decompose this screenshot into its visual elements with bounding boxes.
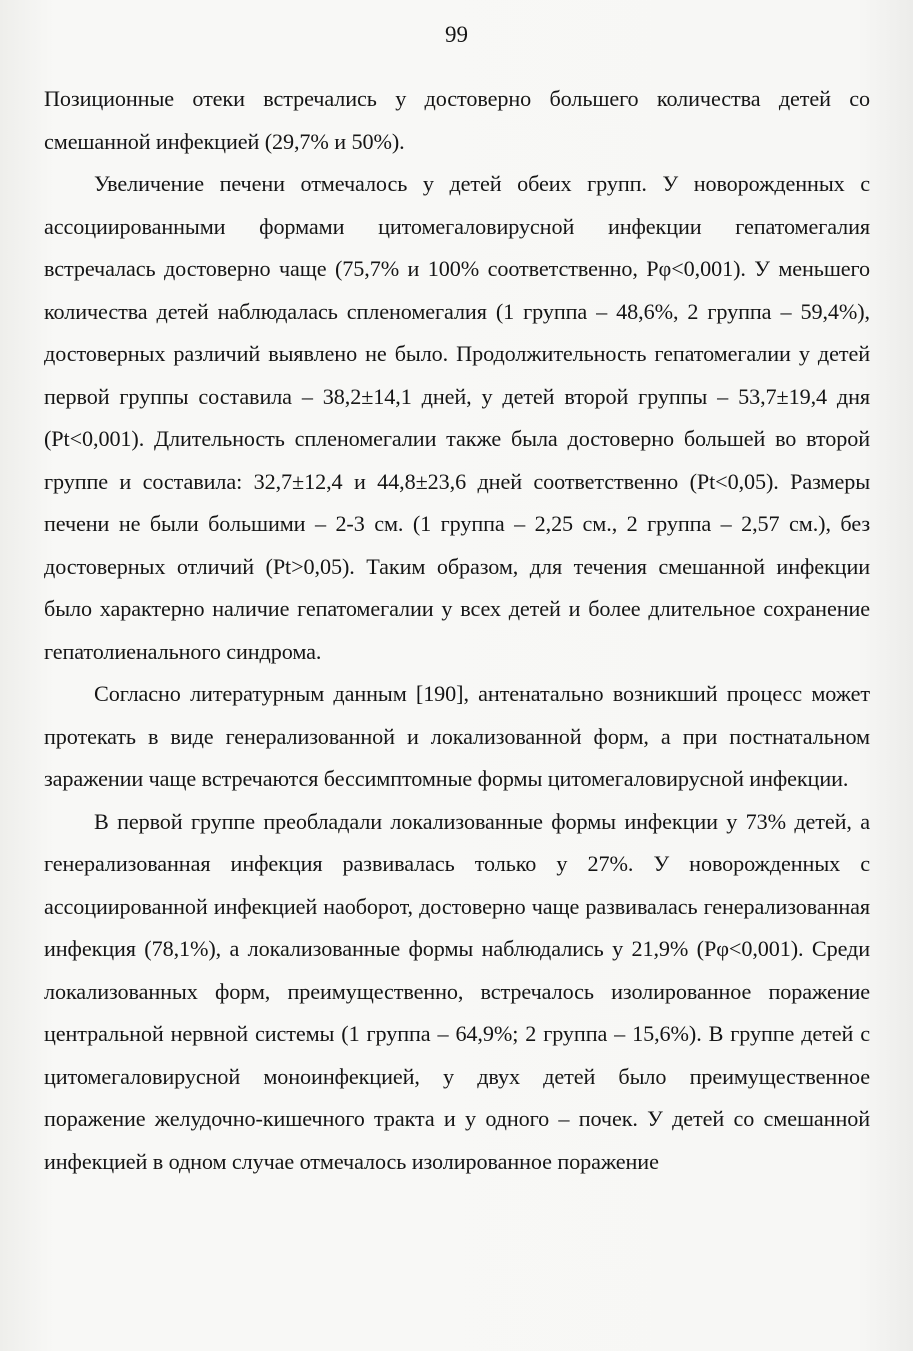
document-text [44,78,870,1183]
paragraph-positional-edema: Позиционные отеки встречались у достоверно большего количества детей со смешанной инфекцией (29,7% и 50%). [44,86,870,154]
paragraph-liver-enlargement: Увеличение печени отмечалось у детей обеих групп. У новорожденных с ассоциированными формами цитомегаловирусной инфекции гепатомегалия встречалась достоверно чаще (75,7% и 100% соответственно, Рφ<0,001). У меньшего количества детей наблюдалась спленомегалия (1 группа – 48,6%, 2 группа – 59,4%), достоверных различий выявлено не было. Продолжительность гепатомегалии у детей первой группы составила – 38,2±14,1 дней, у детей второй группы – 53,7±19,4 дня (Pt<0,001). Длительность спленомегалии также была достоверно большей во второй группе и составила: 32,7±12,4 и 44,8±23,6 дней соответственно (Pt<0,05). Размеры печени не были большими – 2-3 см. (1 группа – 2,25 см., 2 группа – 2,57 см.), без достоверных отличий (Pt>0,05). Таким образом, для течения смешанной инфекции было характерно наличие гепатомегалии у всех детей и более длительное сохранение гепатолиенального синдрома. [44,171,870,664]
paragraph-infection-forms: В первой группе преобладали локализованные формы инфекции у 73% детей, а генерализованная инфекция развивалась только у 27%. У новорожденных с ассоциированной инфекцией наоборот, достоверно чаще развивалась генерализованная инфекция (78,1%), а локализованные формы наблюдались у 21,9% (Рφ<0,001). Среди локализованных форм, преимущественно, встречалось изолированное поражение центральной нервной системы (1 группа – 64,9%; 2 группа – 15,6%). В группе детей с цитомегаловирусной моноинфекцией, у двух детей было преимущественное поражение желудочно-кишечного тракта и у одного – почек. У детей со смешанной инфекцией в одном случае отмечалось изолированное поражение [44,808,870,1174]
paragraph-literature-data: Согласно литературным данным [190], антенатально возникший процесс может протекать в виде генерализованной и локализованной форм, а при постнатальном заражении чаще встречаются бессимптомные формы цитомегаловирусной инфекции. [44,681,870,791]
page-number: 99 [445,22,468,47]
